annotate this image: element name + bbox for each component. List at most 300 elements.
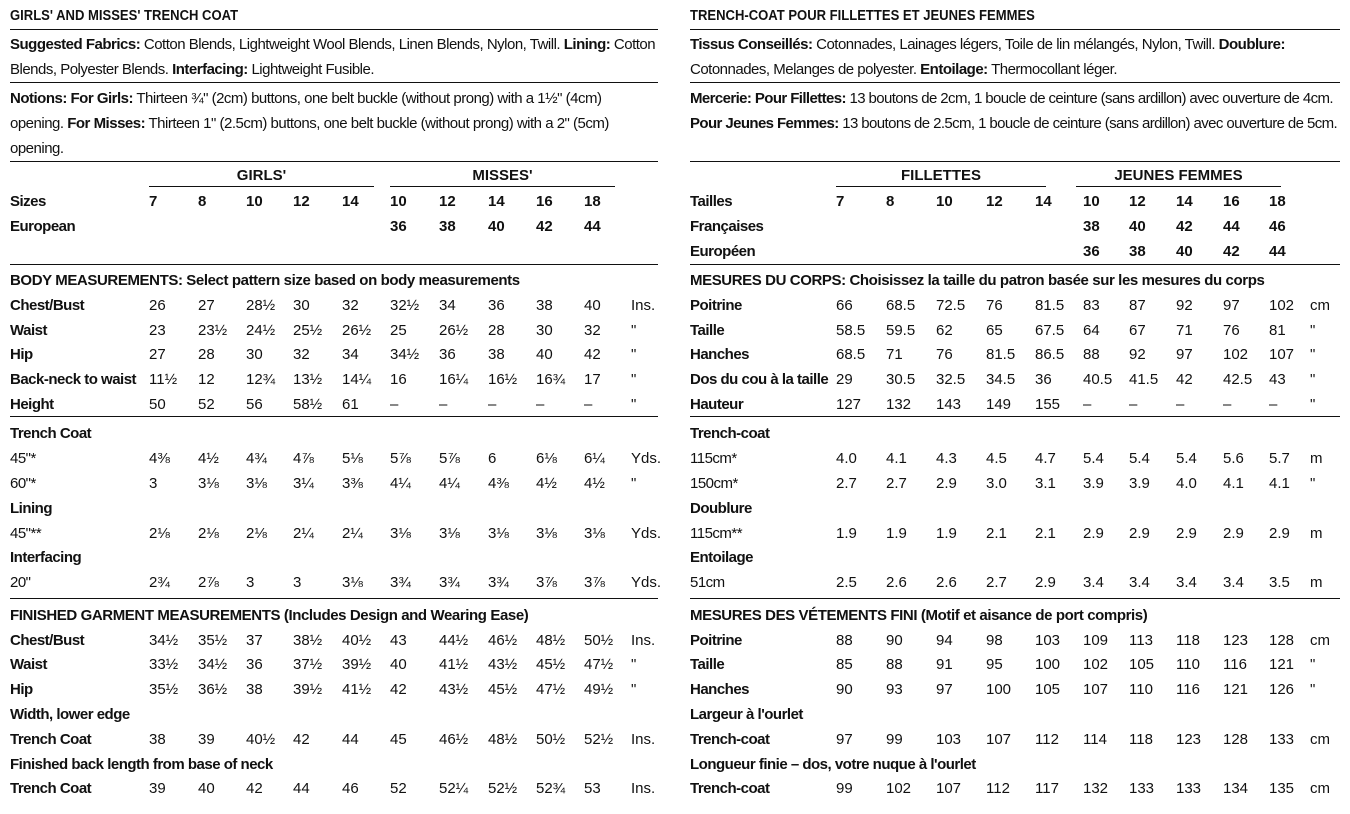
value-cell: 83 <box>1083 297 1100 314</box>
value-cell: 46½ <box>439 731 469 748</box>
value-cell: 39 <box>198 731 215 748</box>
value-cell: 38½ <box>293 632 323 649</box>
value-cell: 30 <box>536 322 553 339</box>
value-cell: 52¾ <box>536 780 566 797</box>
value-cell: 2⅛ <box>149 525 170 542</box>
table-row-finished-garment-measurements-includes-design-and-wearing-ease <box>10 603 658 628</box>
value-cell: 7 <box>836 193 845 210</box>
value-cell: 40½ <box>246 731 276 748</box>
value-cell: 40 <box>536 346 553 363</box>
value-cell: 2.9 <box>1223 525 1244 542</box>
value-cell: 97 <box>1223 297 1240 314</box>
unit-cell: " <box>1310 656 1316 673</box>
value-cell: 3 <box>149 475 158 492</box>
value-cell: 40 <box>390 656 407 673</box>
interfacing-text: Thermocollant léger. <box>987 61 1117 78</box>
table-row-20 <box>10 570 662 595</box>
value-cell: 3⅞ <box>584 574 605 591</box>
value-cell: 45 <box>390 731 407 748</box>
value-cell: 81.5 <box>1035 297 1065 314</box>
row-label: Width, lower edge <box>10 706 130 723</box>
value-cell: 133 <box>1176 780 1202 797</box>
value-cell: 16 <box>390 371 407 388</box>
value-cell: 56 <box>246 396 263 413</box>
value-cell: 5⅞ <box>439 450 460 467</box>
value-cell: 42 <box>246 780 263 797</box>
value-cell: 3⅛ <box>198 475 219 492</box>
value-cell: 53 <box>584 780 601 797</box>
unit-cell: " <box>631 475 637 492</box>
row-label: Sizes <box>10 193 46 210</box>
value-cell: 38 <box>488 346 505 363</box>
value-cell: 6¼ <box>584 450 605 467</box>
value-cell: 42 <box>390 681 407 698</box>
value-cell: 40 <box>1176 243 1193 260</box>
value-cell: 34 <box>439 297 456 314</box>
unit-cell: Ins. <box>631 632 656 649</box>
value-cell: 27 <box>149 346 166 363</box>
value-cell: 42 <box>293 731 310 748</box>
row-label: Hanches <box>690 681 750 698</box>
value-cell: 102 <box>1083 656 1109 673</box>
value-cell: 38 <box>536 297 553 314</box>
value-cell: 33½ <box>149 656 179 673</box>
value-cell: 50½ <box>536 731 566 748</box>
value-cell: 38 <box>439 218 456 235</box>
value-cell: 64 <box>1083 322 1100 339</box>
unit-cell: m <box>1310 450 1323 467</box>
value-cell: 16 <box>536 193 553 210</box>
value-cell: 24½ <box>246 322 276 339</box>
value-cell: 44 <box>1223 218 1240 235</box>
value-cell: 76 <box>936 346 953 363</box>
unit-cell: " <box>1310 396 1316 413</box>
value-cell: 4.0 <box>1176 475 1197 492</box>
value-cell: 14 <box>1035 193 1052 210</box>
table-row-mesures-du-corps-choisissez-la-taille-du-patron-bas-e-sur-les-mesures-du-corps <box>690 268 1340 293</box>
value-cell: 37½ <box>293 656 323 673</box>
row-label: Hip <box>10 346 33 363</box>
value-cell: 41.5 <box>1129 371 1159 388</box>
value-cell: 10 <box>390 193 407 210</box>
value-cell: 14¼ <box>342 371 372 388</box>
value-cell: 12¾ <box>246 371 276 388</box>
row-label: Back-neck to waist <box>10 371 137 388</box>
value-cell: – <box>1129 396 1138 413</box>
value-cell: 42 <box>1176 218 1193 235</box>
value-cell: 36 <box>439 346 456 363</box>
unit-cell: " <box>1310 346 1316 363</box>
value-cell: 32 <box>293 346 310 363</box>
value-cell: 81.5 <box>986 346 1016 363</box>
table-row-150cm <box>690 471 1340 496</box>
value-cell: 52½ <box>584 731 614 748</box>
value-cell: 3¾ <box>439 574 460 591</box>
value-cell: – <box>488 396 497 413</box>
value-cell: 32.5 <box>936 371 966 388</box>
notions-girls-text: Thirteen ¾" (2cm) buttons, one belt buckle (without prong) with a 1½" (4cm) opening. <box>10 90 602 132</box>
value-cell: 86.5 <box>1035 346 1065 363</box>
notions-label: Notions: For Girls: <box>10 90 133 107</box>
value-cell: 132 <box>1083 780 1109 797</box>
value-cell: 112 <box>986 780 1010 797</box>
value-cell: 3⅜ <box>342 475 363 492</box>
row-label: Européen <box>690 243 756 260</box>
value-cell: 46 <box>342 780 359 797</box>
value-cell: 88 <box>886 656 903 673</box>
table-row-51cm <box>690 570 1340 595</box>
table-row-hauteur <box>690 392 1340 417</box>
table-row-mesures-des-v-tements-fini-motif-et-aisance-de-port-compris <box>690 603 1340 628</box>
value-cell: 3¾ <box>390 574 411 591</box>
unit-cell: " <box>631 346 637 363</box>
value-cell: 36 <box>1083 243 1100 260</box>
value-cell: 44½ <box>439 632 469 649</box>
value-cell: 14 <box>342 193 359 210</box>
value-cell: 5.6 <box>1223 450 1244 467</box>
value-cell: 44 <box>293 780 310 797</box>
value-cell: 107 <box>1083 681 1109 698</box>
title-rule <box>10 29 658 30</box>
row-label: Taille <box>690 656 725 673</box>
value-cell: 103 <box>936 731 962 748</box>
value-cell: 26 <box>149 297 166 314</box>
value-cell: – <box>1223 396 1232 413</box>
unit-cell: " <box>631 322 637 339</box>
value-cell: 112 <box>1035 731 1059 748</box>
value-cell: 121 <box>1269 656 1295 673</box>
row-label: Chest/Bust <box>10 632 85 649</box>
value-cell: 81 <box>1269 322 1286 339</box>
mercerie <box>690 86 1340 136</box>
value-cell: 14 <box>488 193 505 210</box>
value-cell: 118 <box>1129 731 1153 748</box>
table-row-taille <box>690 652 1340 677</box>
value-cell: 4⅜ <box>149 450 170 467</box>
value-cell: 133 <box>1129 780 1155 797</box>
value-cell: 38 <box>1129 243 1146 260</box>
row-label: Height <box>10 396 54 413</box>
table-row-entoilage <box>690 545 1340 570</box>
value-cell: 23 <box>149 322 166 339</box>
value-cell: 23½ <box>198 322 228 339</box>
value-cell: 52 <box>198 396 215 413</box>
value-cell: 30 <box>246 346 263 363</box>
title-rule <box>690 29 1340 30</box>
table-row-chest-bust <box>10 293 658 318</box>
value-cell: 90 <box>836 681 853 698</box>
row-label: Poitrine <box>690 297 742 314</box>
row-label: Largeur à l'ourlet <box>690 706 803 723</box>
lining-label: Doublure: <box>1218 36 1285 53</box>
table-row-tailles <box>690 189 1340 214</box>
value-cell: 3.9 <box>1129 475 1150 492</box>
value-cell: 50 <box>149 396 166 413</box>
value-cell: 100 <box>986 681 1012 698</box>
value-cell: 42 <box>1176 371 1193 388</box>
row-label: Waist <box>10 656 47 673</box>
value-cell: 2.1 <box>1035 525 1056 542</box>
value-cell: 2.9 <box>1035 574 1056 591</box>
value-cell: 88 <box>836 632 853 649</box>
notions-misses-text: 13 boutons de 2.5cm, 1 boucle de ceinture (sans ardillon) avec ouverture de 5cm. <box>838 115 1338 132</box>
unit-cell: m <box>1310 574 1323 591</box>
value-cell: 93 <box>886 681 903 698</box>
value-cell: 59.5 <box>886 322 916 339</box>
value-cell: 100 <box>1035 656 1061 673</box>
value-cell: 43 <box>390 632 407 649</box>
row-label: Finished back length from base of neck <box>10 756 273 773</box>
table-row-45 <box>10 521 662 546</box>
tissus-conseilles <box>690 32 1340 82</box>
row-label: Trench-coat <box>690 731 770 748</box>
value-cell: 46½ <box>488 632 518 649</box>
value-cell: 4¼ <box>390 475 411 492</box>
value-cell: 34 <box>342 346 359 363</box>
table-row-hip <box>10 677 658 702</box>
value-cell: 123 <box>1176 731 1202 748</box>
lining-text: Cotonnades, Melanges de polyester. <box>690 61 921 78</box>
value-cell: – <box>1176 396 1185 413</box>
unit-cell: " <box>631 681 637 698</box>
row-label: Tailles <box>690 193 733 210</box>
value-cell: 25½ <box>293 322 323 339</box>
fabrics-rule <box>10 82 658 83</box>
table-row-115cm <box>690 446 1340 471</box>
table-row-taille <box>690 318 1340 343</box>
row-label: 60"* <box>10 475 36 492</box>
row-label: 20" <box>10 574 31 591</box>
value-cell: 28½ <box>246 297 276 314</box>
value-cell: – <box>536 396 545 413</box>
table-row-hanches <box>690 677 1340 702</box>
value-cell: 107 <box>936 780 962 797</box>
value-cell: 58.5 <box>836 322 866 339</box>
value-cell: 40 <box>198 780 215 797</box>
value-cell: 117 <box>1035 780 1059 797</box>
value-cell: 3 <box>293 574 302 591</box>
value-cell: 47½ <box>536 681 566 698</box>
table-row-longueur-finie-dos-votre-nuque-l-ourlet <box>690 752 1340 777</box>
value-cell: 42 <box>536 218 553 235</box>
value-cell: 18 <box>584 193 601 210</box>
row-label: Hip <box>10 681 33 698</box>
value-cell: 97 <box>936 681 953 698</box>
value-cell: 13½ <box>293 371 323 388</box>
value-cell: 116 <box>1223 656 1247 673</box>
row-label: Trench Coat <box>10 425 92 442</box>
value-cell: 45½ <box>488 681 518 698</box>
row-label: 45"* <box>10 450 36 467</box>
row-label: Longueur finie – dos, votre nuque à l'ourlet <box>690 756 976 773</box>
value-cell: 3⅛ <box>536 525 557 542</box>
value-cell: 99 <box>836 780 853 797</box>
value-cell: 2.7 <box>836 475 857 492</box>
value-cell: 41½ <box>342 681 372 698</box>
row-label: 150cm* <box>690 475 738 492</box>
value-cell: 116 <box>1176 681 1200 698</box>
value-cell: 66 <box>836 297 853 314</box>
value-cell: 4.1 <box>1269 475 1290 492</box>
fabrics-text: Cotonnades, Lainages légers, Toile de lin mélangés, Nylon, Twill. <box>812 36 1219 53</box>
notions <box>10 86 658 161</box>
value-cell: 133 <box>1269 731 1295 748</box>
value-cell: 2.9 <box>1269 525 1290 542</box>
value-cell: 126 <box>1269 681 1295 698</box>
value-cell: 109 <box>1083 632 1109 649</box>
table-row-dos-du-cou-la-taille <box>690 367 1340 392</box>
group-girls: GIRLS' <box>149 166 374 187</box>
value-cell: 76 <box>1223 322 1240 339</box>
value-cell: 52 <box>390 780 407 797</box>
value-cell: 3⅛ <box>584 525 605 542</box>
value-cell: 14 <box>1176 193 1193 210</box>
unit-cell: cm <box>1310 731 1330 748</box>
value-cell: 5.7 <box>1269 450 1290 467</box>
fabrics-label: Suggested Fabrics: <box>10 36 141 53</box>
value-cell: 123 <box>1223 632 1249 649</box>
value-cell: 4.1 <box>886 450 907 467</box>
value-cell: 71 <box>886 346 903 363</box>
value-cell: 67 <box>1129 322 1146 339</box>
row-label: Trench-coat <box>690 425 770 442</box>
value-cell: 44 <box>1269 243 1286 260</box>
value-cell: 4.5 <box>986 450 1007 467</box>
value-cell: 37 <box>246 632 263 649</box>
value-cell: – <box>439 396 448 413</box>
value-cell: 38 <box>1083 218 1100 235</box>
notions-misses-text: Thirteen 1" (2.5cm) buttons, one belt buckle (without prong) with a 2" (5cm) opening. <box>10 115 609 157</box>
value-cell: 2⅛ <box>198 525 219 542</box>
unit-cell: " <box>631 656 637 673</box>
value-cell: 8 <box>886 193 895 210</box>
value-cell: 102 <box>1269 297 1295 314</box>
value-cell: 134 <box>1223 780 1249 797</box>
value-cell: 39 <box>149 780 166 797</box>
interfacing-text: Lightweight Fusible. <box>247 61 375 78</box>
value-cell: 26½ <box>439 322 469 339</box>
unit-cell: Ins. <box>631 297 656 314</box>
unit-cell: Ins. <box>631 780 656 797</box>
value-cell: 38 <box>149 731 166 748</box>
group-misses: MISSES' <box>390 166 615 187</box>
value-cell: 1.9 <box>836 525 857 542</box>
value-cell: 26½ <box>342 322 372 339</box>
table-row-trench-coat <box>10 421 658 446</box>
value-cell: 65 <box>986 322 1003 339</box>
value-cell: 98 <box>986 632 1003 649</box>
value-cell: 88 <box>1083 346 1100 363</box>
table-row-doublure <box>690 496 1340 521</box>
value-cell: 110 <box>1129 681 1153 698</box>
row-label: 115cm** <box>690 525 743 542</box>
value-cell: 5⅞ <box>390 450 411 467</box>
value-cell: 40 <box>1129 218 1146 235</box>
table-row-height <box>10 392 658 417</box>
value-cell: 52½ <box>488 780 518 797</box>
unit-cell: cm <box>1310 780 1330 797</box>
row-label: Dos du cou à la taille <box>690 371 829 388</box>
table-row-fran-aises <box>690 214 1340 239</box>
unit-cell: cm <box>1310 632 1330 649</box>
suggested-fabrics <box>10 32 658 82</box>
value-cell: 16½ <box>488 371 518 388</box>
value-cell: 149 <box>986 396 1012 413</box>
value-cell: 12 <box>986 193 1003 210</box>
table-row-hip <box>10 342 658 367</box>
value-cell: 38 <box>246 681 263 698</box>
value-cell: 107 <box>1269 346 1295 363</box>
row-label: Taille <box>690 322 725 339</box>
value-cell: 3.4 <box>1176 574 1197 591</box>
value-cell: 7 <box>149 193 158 210</box>
value-cell: 36 <box>1035 371 1052 388</box>
english-title: GIRLS' AND MISSES' TRENCH COAT <box>10 8 239 24</box>
notions-rule <box>690 161 1340 162</box>
table-row-lining <box>10 496 658 521</box>
table-row-poitrine <box>690 628 1340 653</box>
value-cell: 5.4 <box>1083 450 1104 467</box>
value-cell: 99 <box>886 731 903 748</box>
section-rule <box>690 598 1340 599</box>
notions-label: Mercerie: Pour Fillettes: <box>690 90 846 107</box>
value-cell: 3.4 <box>1129 574 1150 591</box>
notions-misses-label: For Misses: <box>67 115 146 132</box>
table-row-hanches <box>690 342 1340 367</box>
value-cell: 4⅜ <box>488 475 509 492</box>
row-label: Hanches <box>690 346 750 363</box>
value-cell: 35½ <box>149 681 179 698</box>
table-row-europ-en <box>690 239 1340 264</box>
value-cell: 4½ <box>584 475 605 492</box>
value-cell: 36 <box>246 656 263 673</box>
value-cell: 3¼ <box>293 475 314 492</box>
value-cell: 40.5 <box>1083 371 1113 388</box>
value-cell: 68.5 <box>886 297 916 314</box>
value-cell: 97 <box>836 731 853 748</box>
row-label: Françaises <box>690 218 764 235</box>
notions-rule <box>10 161 658 162</box>
value-cell: 95 <box>986 656 1003 673</box>
value-cell: 3.4 <box>1083 574 1104 591</box>
value-cell: 3⅛ <box>246 475 267 492</box>
row-label: Doublure <box>690 500 752 517</box>
value-cell: 91 <box>936 656 953 673</box>
value-cell: 85 <box>836 656 853 673</box>
value-cell: 87 <box>1129 297 1146 314</box>
table-row-60 <box>10 471 658 496</box>
row-label: Trench Coat <box>10 780 92 797</box>
value-cell: 2.1 <box>986 525 1007 542</box>
value-cell: – <box>584 396 593 413</box>
value-cell: 4½ <box>198 450 219 467</box>
table-row-waist <box>10 652 658 677</box>
interfacing-label: Entoilage: <box>920 61 988 78</box>
value-cell: 12 <box>293 193 310 210</box>
row-label: 45"** <box>10 525 42 542</box>
value-cell: 44 <box>584 218 601 235</box>
row-label: MESURES DU CORPS: Choisissez la taille du patron basée sur les mesures du corps <box>690 272 1265 289</box>
row-label: Trench Coat <box>10 731 92 748</box>
table-row-trench-coat <box>690 421 1340 446</box>
value-cell: 4½ <box>536 475 557 492</box>
row-label: 51cm <box>690 574 725 591</box>
interfacing-label: Interfacing: <box>172 61 248 78</box>
value-cell: 1.9 <box>886 525 907 542</box>
value-cell: 4.1 <box>1223 475 1244 492</box>
table-row-finished-back-length-from-base-of-neck <box>10 752 658 777</box>
value-cell: 10 <box>936 193 953 210</box>
